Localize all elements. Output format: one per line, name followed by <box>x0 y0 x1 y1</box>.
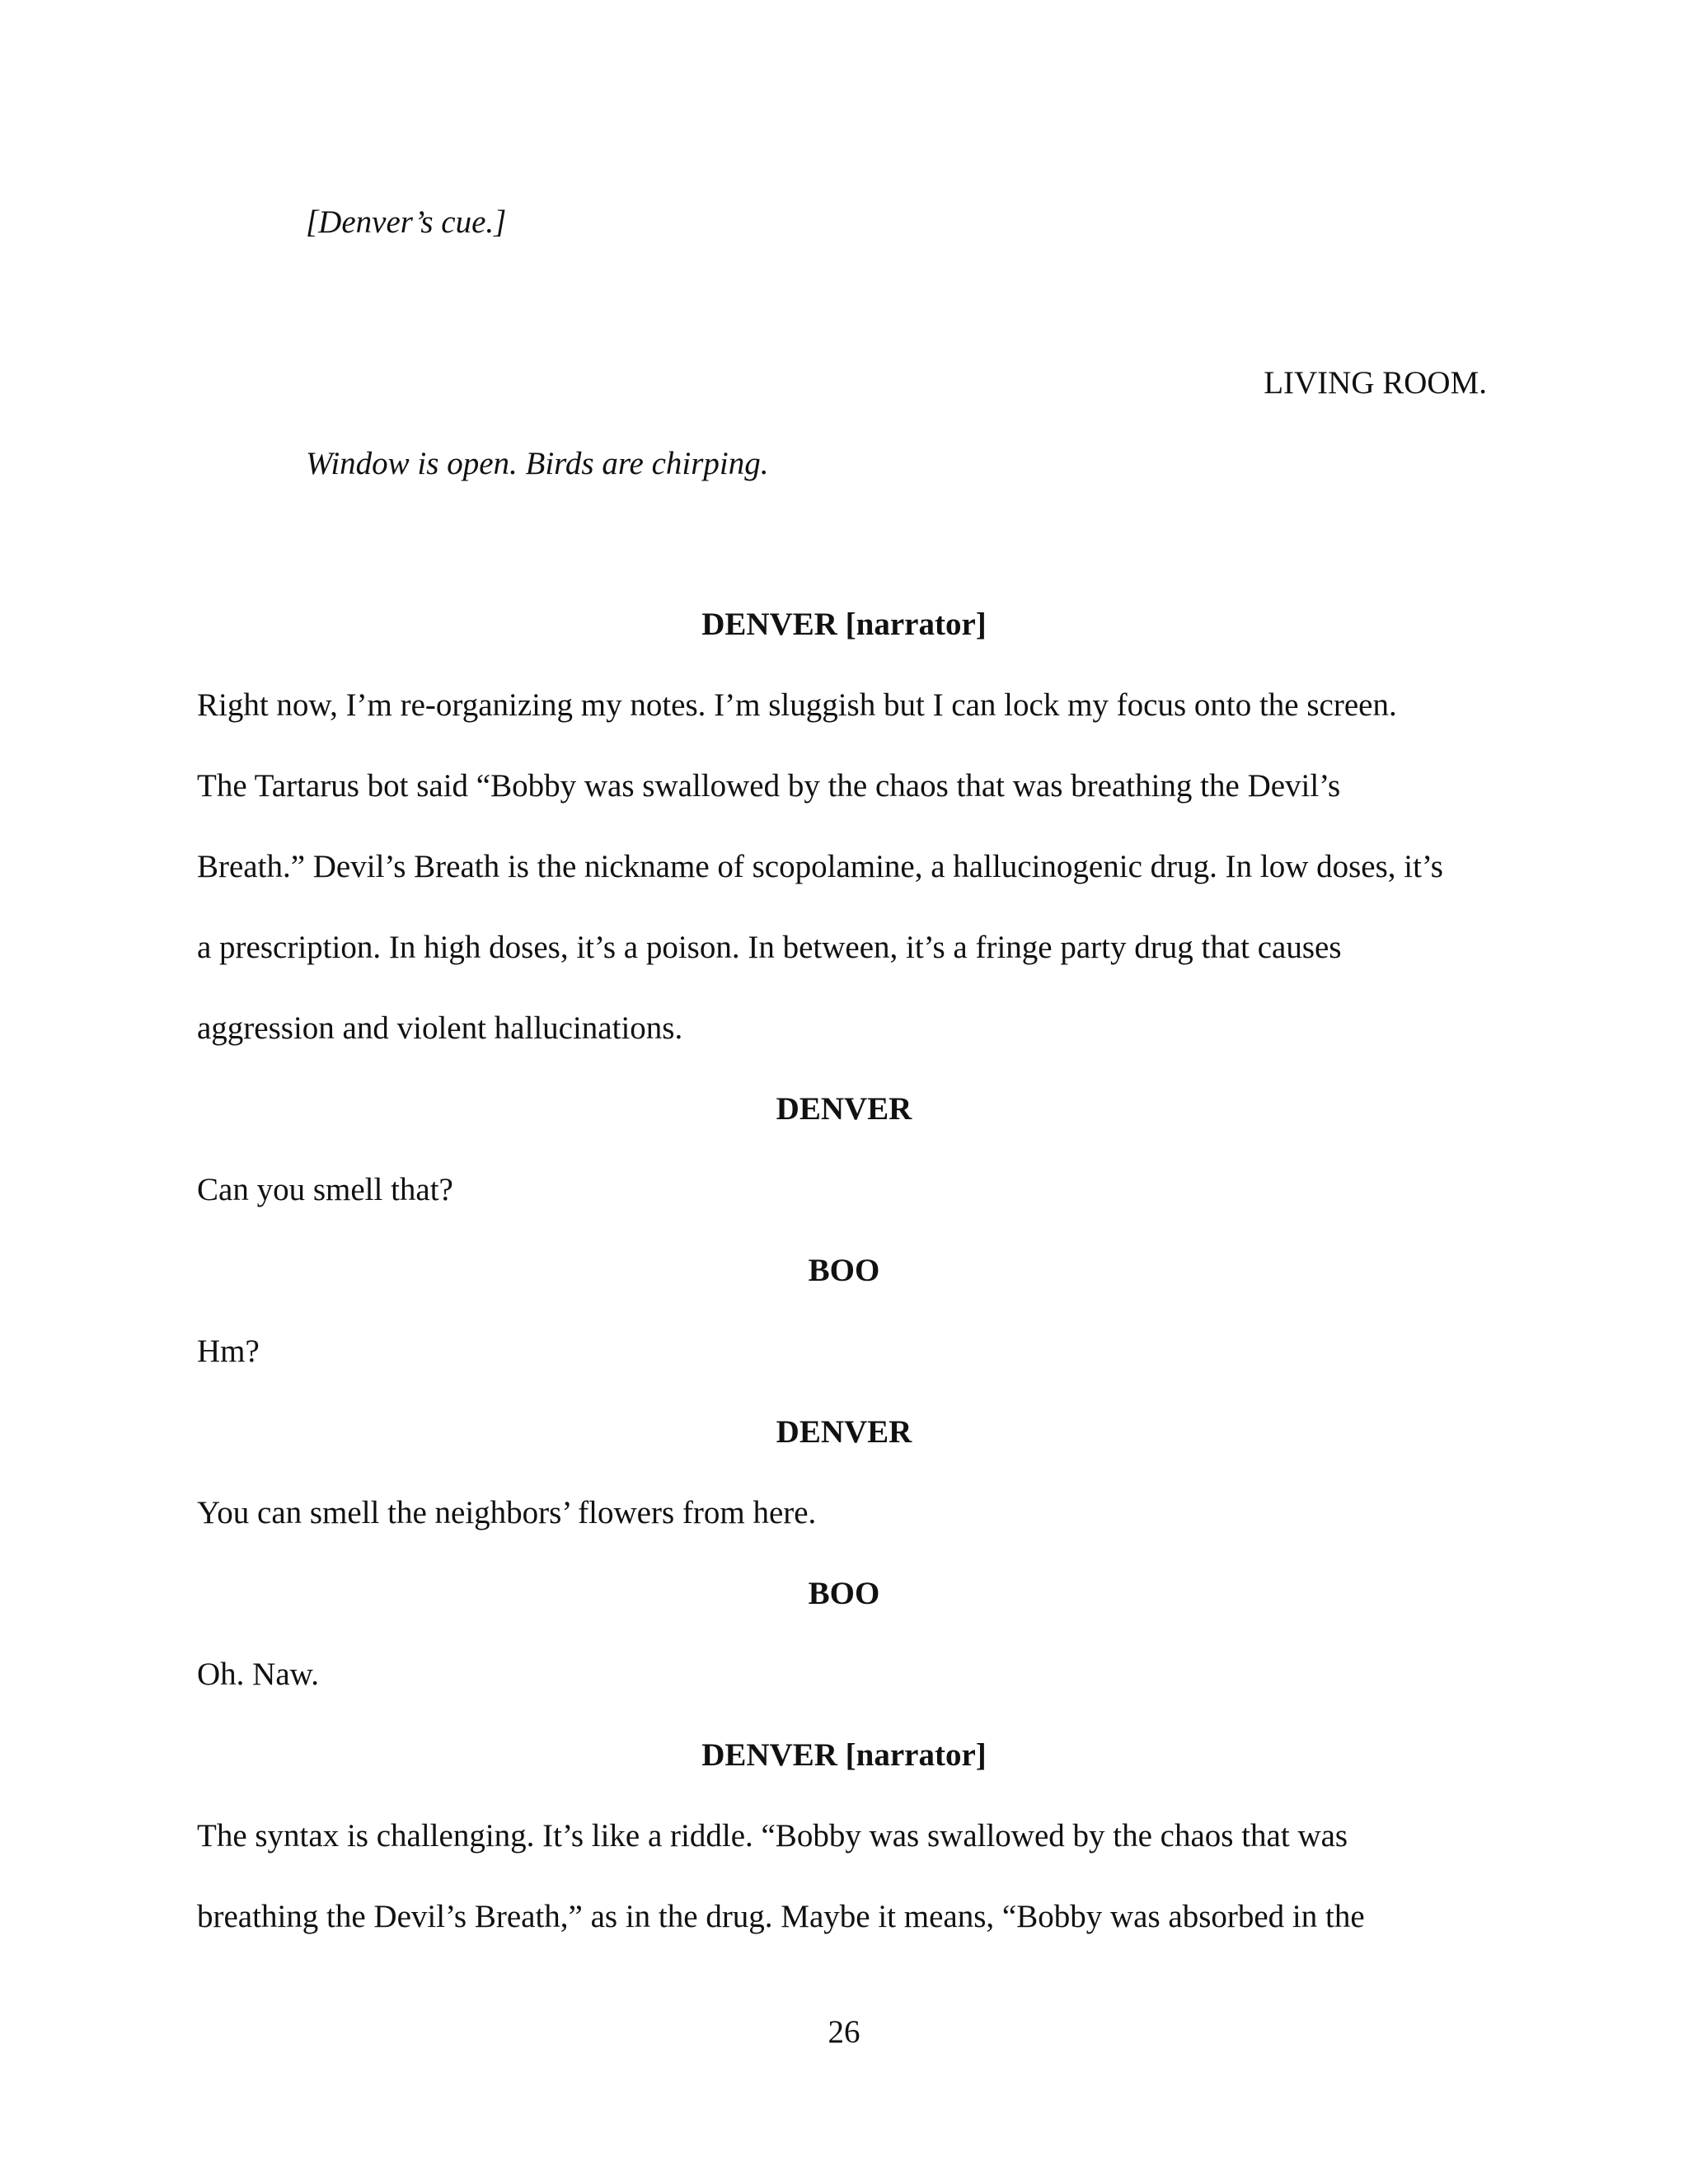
character-name: DENVER <box>776 1091 912 1127</box>
page-number: 26 <box>828 2014 860 2050</box>
character-name: BOO <box>808 1253 880 1288</box>
dialogue-line: aggression and violent hallucinations. <box>197 1010 683 1046</box>
dialogue-line: Breath.” Devil’s Breath is the nickname of scopolamine, a hallucinogenic drug. In low doses, it’s <box>197 849 1443 884</box>
dialogue-line: The Tartarus bot said “Bobby was swallowed by the chaos that was breathing the Devil’s <box>197 768 1341 804</box>
dialogue-line: Can you smell that? <box>197 1172 453 1207</box>
dialogue-line: Right now, I’m re-organizing my notes. I’m sluggish but I can lock my focus onto the screen. <box>197 687 1397 723</box>
scene-direction: Window is open. Birds are chirping. <box>306 446 769 481</box>
dialogue-line: You can smell the neighbors’ flowers from here. <box>197 1495 817 1530</box>
dialogue-line: Oh. Naw. <box>197 1657 320 1692</box>
dialogue-line: a prescription. In high doses, it’s a poison. In between, it’s a fringe party drug that causes <box>197 930 1342 965</box>
cue-direction: [Denver’s cue.] <box>306 204 507 240</box>
character-name: BOO <box>808 1576 880 1611</box>
dialogue-line: The syntax is challenging. It’s like a riddle. “Bobby was swallowed by the chaos that was <box>197 1818 1348 1854</box>
dialogue-line: Hm? <box>197 1333 260 1369</box>
character-name: DENVER [narrator] <box>701 1737 987 1773</box>
scene-heading: LIVING ROOM. <box>1264 365 1487 401</box>
character-name: DENVER <box>776 1414 912 1450</box>
character-name: DENVER [narrator] <box>701 607 987 642</box>
dialogue-line: breathing the Devil’s Breath,” as in the drug. Maybe it means, “Bobby was absorbed in the <box>197 1899 1365 1934</box>
